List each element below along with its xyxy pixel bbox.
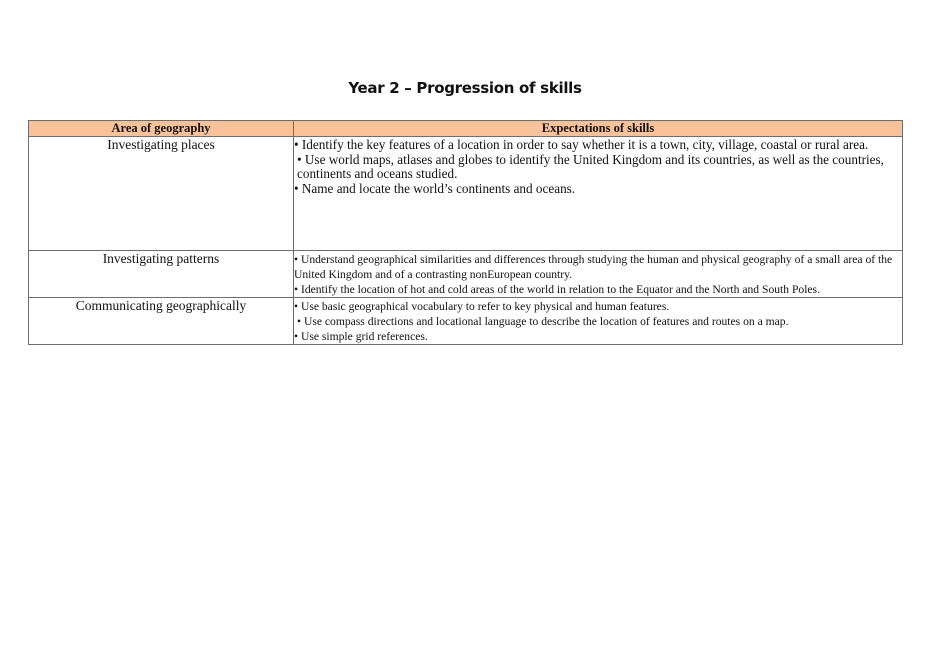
table-row — [29, 251, 903, 298]
page-title: Year 2 – Progression of skills — [348, 79, 582, 97]
expectation-item: • Understand geographical similarities and differences through studying the human and physical geography of a small area of the United Kingdom and of a contrasting nonEuropean country. — [294, 253, 893, 281]
area-cell: Communicating geographically — [29, 298, 294, 345]
expectation-item: • Identify the location of hot and cold areas of the world in relation to the Equator and the North and South Poles. — [294, 283, 820, 296]
column-header-area: Area of geography — [29, 121, 294, 137]
expectation-item: • Name and locate the world’s continents and oceans. — [294, 180, 576, 196]
expectations-cell — [294, 298, 903, 345]
expectation-item: • Use compass directions and locational language to describe the location of features and routes on a map. — [297, 315, 789, 328]
expectations-cell — [294, 137, 903, 251]
area-cell: Investigating patterns — [29, 251, 294, 298]
expectations-cell — [294, 251, 903, 298]
column-header-expectations: Expectations of skills — [294, 121, 903, 137]
table-header-row — [29, 121, 903, 137]
expectation-item: • Use simple grid references. — [294, 330, 428, 343]
expectation-item: • Use world maps, atlases and globes to identify the United Kingdom and its countries, as well as the countries, continents and oceans studied. — [297, 151, 884, 182]
table-row — [29, 298, 903, 345]
expectation-item: • Identify the key features of a location in order to say whether it is a town, city, village, coastal or rural area. — [294, 137, 869, 152]
expectation-item: • Use basic geographical vocabulary to refer to key physical and human features. — [294, 300, 670, 313]
skills-table — [28, 120, 903, 345]
area-cell: Investigating places — [29, 137, 294, 251]
table-row — [29, 137, 903, 251]
